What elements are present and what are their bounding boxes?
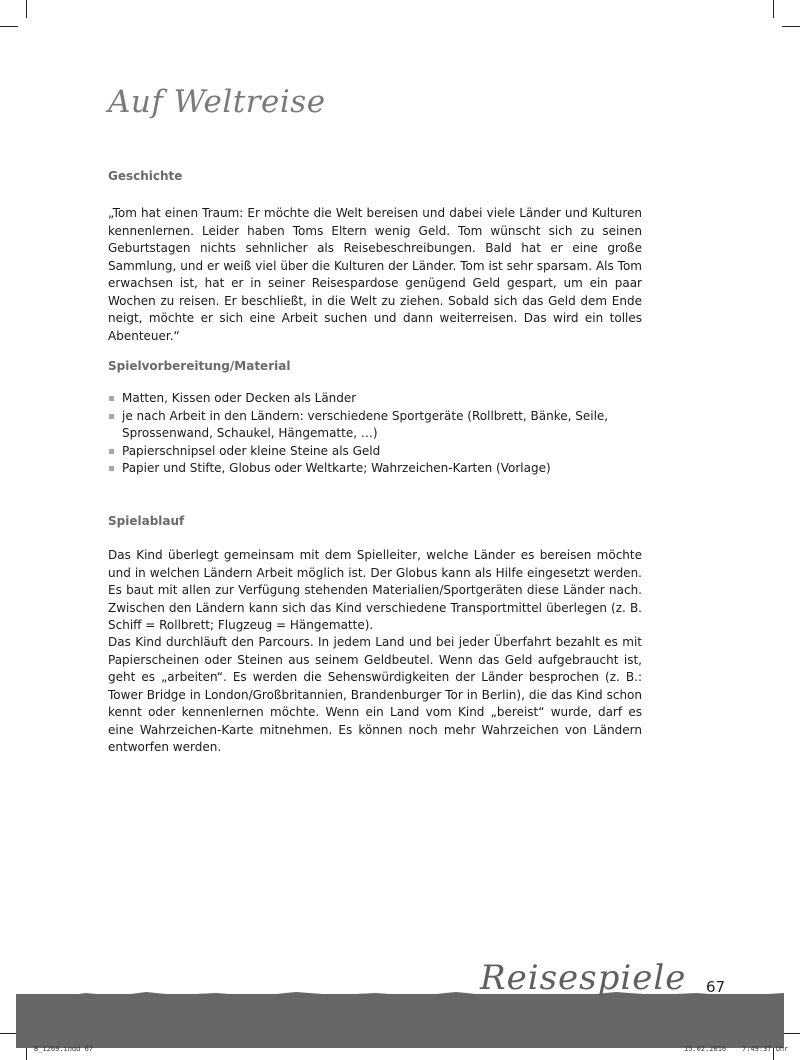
bullet-icon bbox=[109, 466, 114, 471]
procedure-heading: Spielablauf bbox=[108, 514, 185, 528]
procedure-paragraph-2: Das Kind durchläuft den Parcours. In jedem Land und bei jeder Überfahrt bezahlt es mit Papierscheinen oder Steinen aus seinem Geldbeutel. Wenn das Geld aufgebraucht ist, geht es „arbeiten“. Es werden die Sehenswürdigkeiten der Länder besprochen (z. B.: Tower Bridge in London/Großbritannien, Brandenburger Tor in Berlin), die das Kind schon kennt oder kennenlernen möchte. Wenn ein Land vom Kind „bereist“ wurde, darf es eine Wahrzeichen-Karte mitnehmen. Es können noch mehr Wahrzeichen von Ländern entworfen werden. bbox=[108, 635, 642, 754]
crop-mark-top-left-v bbox=[26, 0, 27, 18]
slug-time: 7:49:37 Uhr bbox=[742, 1045, 789, 1053]
crop-mark-bottom-right-h bbox=[782, 1033, 800, 1034]
footer-band bbox=[16, 994, 784, 1048]
crop-mark-top-left-h bbox=[0, 26, 18, 27]
slug-file: B_1269.indd 67 bbox=[34, 1045, 94, 1053]
story-text: „Tom hat einen Traum: Er möchte die Welt bereisen und dabei viele Länder und Kulturen kennenlernen. Leider haben Toms Eltern wenig Geld. Tom wünscht sich zu seinen Geburtstagen nichts sehnlicher als Reisebeschreibungen. Bald hat er eine große Sammlung, und er weiß viel über die Kulturen der Länder. Tom ist sehr sparsam. Als Tom erwachsen ist, hat er in seiner Reisespardose genügend Geld gespart, um ein paar Wochen zu reisen. Er beschließt, in die Welt zu ziehen. Sobald sich das Geld dem Ende neigt, möchte er sich eine Arbeit suchen und dann weiterreisen. Das wird ein tolles Abenteuer.“ bbox=[108, 206, 642, 343]
footer-section-title: Reisespiele bbox=[480, 958, 687, 998]
list-item: Matten, Kissen oder Decken als Länder bbox=[108, 390, 648, 408]
list-item: Papier und Stifte, Globus oder Weltkarte; Wahrzeichen-Karten (Vorlage) bbox=[108, 460, 648, 478]
crop-mark-top-right-v bbox=[773, 0, 774, 18]
list-item: je nach Arbeit in den Ländern: verschiedene Sportgeräte (Rollbrett, Bänke, Seile, Sprossenwand, Schaukel, Hängematte, …) bbox=[108, 408, 648, 443]
material-list bbox=[108, 390, 648, 478]
slug-date: 15.02.2016 bbox=[684, 1045, 727, 1053]
list-item: Papierschnipsel oder kleine Steine als Geld bbox=[108, 443, 648, 461]
page-title: Auf Weltreise bbox=[108, 84, 326, 120]
bullet-icon bbox=[109, 414, 114, 419]
story-heading: Geschichte bbox=[108, 169, 183, 183]
bullet-icon bbox=[109, 449, 114, 454]
crop-mark-top-right-h bbox=[782, 26, 800, 27]
page-number: 67 bbox=[706, 978, 726, 996]
bullet-icon bbox=[109, 396, 114, 401]
procedure-paragraph-1: Das Kind überlegt gemeinsam mit dem Spielleiter, welche Länder es bereisen möchte und in welchen Ländern Arbeit möglich ist. Der Globus kann als Hilfe eingesetzt werden. Es baut mit allen zur Verfügung stehenden Materialien/Sportgeräten diese Länder nach. Zwischen den Ländern kann sich das Kind verschiedene Transportmittel überlegen (z. B. Schiff = Rollbrett; Flugzeug = Hängematte). bbox=[108, 548, 642, 632]
material-heading: Spielvorbereitung/Material bbox=[108, 359, 291, 373]
